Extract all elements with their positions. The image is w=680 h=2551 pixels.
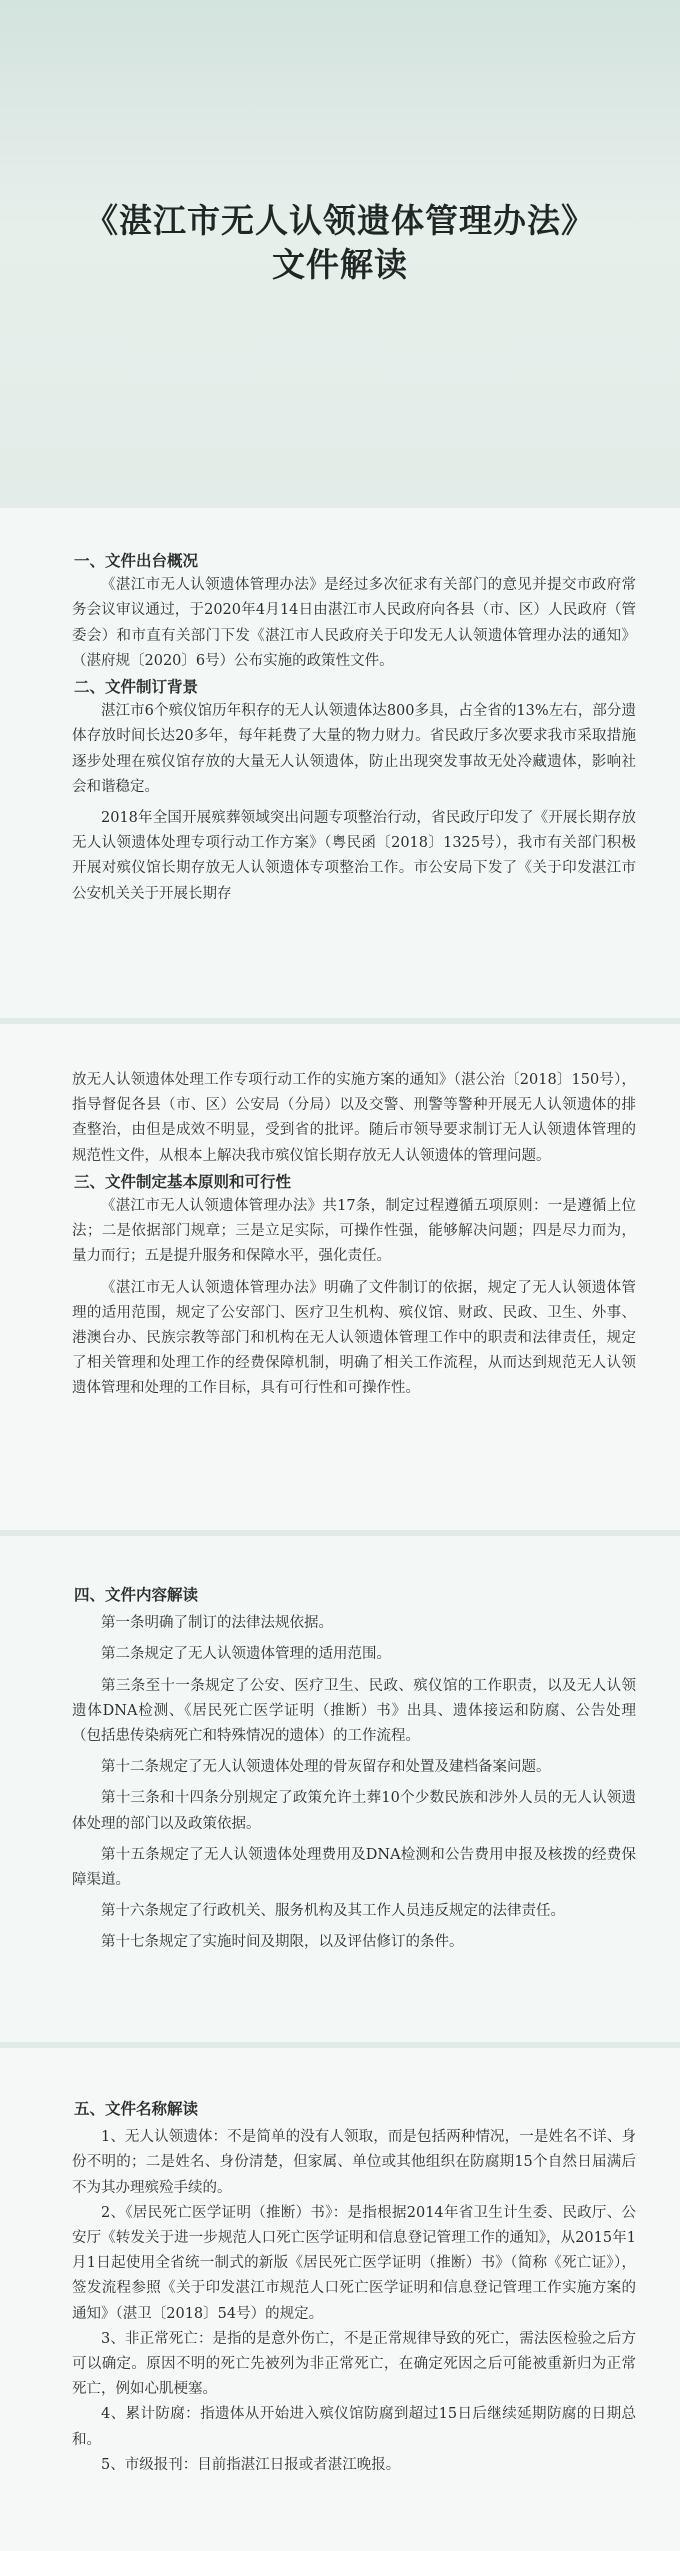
- divider: [0, 1530, 680, 1536]
- list-item: 第一条明确了制订的法律法规依据。: [101, 1615, 333, 1632]
- divider: [0, 1018, 680, 1024]
- list-item: 第三条至十一条规定了公安、医疗卫生、民政、殡仪馆的工作职责，以及无人认领遗体DNA检测、《居民死亡医学证明（推断）书》出具、遗体接运和防腐、公告处理（包括患传染病死亡和特殊情况的遗体）的工作流程。: [72, 1677, 636, 1745]
- paragraph: 《湛江市无人认领遗体管理办法》明确了文件制订的依据，规定了无人认领遗体管理的适用范围，规定了公安部门、医疗卫生机构、殡仪馆、财政、民政、卫生、外事、港澳台办、民族宗教等部门和机构在无人认领遗体管理工作中的职责和法律责任，规定了相关管理和处理工作的经费保障机制，明确了相关工作流程，从而达到规范无人认领遗体管理和处理的工作目标，具有可行性和可操作性。: [72, 1279, 636, 1397]
- list-item: 1、无人认领遗体：不是简单的没有人领取，而是包括两种情况，一是姓名不详、身份不明的；二是姓名、身份清楚，但家属、单位或其他组织在防腐期15个自然日届满后不为其办理殡殓手续的。: [72, 2129, 636, 2196]
- list-item: 4、累计防腐：指遗体从开始进入殡仪馆防腐到超过15日后继续延期防腐的日期总和。: [72, 2406, 636, 2448]
- heading-principles: 三、文件制定基本原则和可行性: [74, 1171, 292, 1191]
- list-item: 5、市级报刊：目前指湛江日报或者湛江晚报。: [101, 2456, 401, 2473]
- heading-overview: 一、文件出台概况: [74, 551, 199, 570]
- section-2-content: [72, 1068, 636, 1402]
- heading-content: 四、文件内容解读: [74, 1585, 199, 1604]
- list-item: 3、非正常死亡：是指的是意外伤亡，不是正常规律导致的死亡，需法医检验之后方可以确定。原因不明的死亡先被列为非正常死亡，在确定死因之后可能被重新归为正常死亡，例如心肌梗塞。: [72, 2330, 636, 2398]
- list-item: 第二条规定了无人认领遗体管理的适用范围。: [101, 1646, 391, 1663]
- paragraph: 《湛江市无人认领遗体管理办法》是经过多次征求有关部门的意见并提交市政府常务会议审议通过，于2020年4月14日由湛江市人民政府向各县（市、区）人民政府（管委会）和市直有关部门下发《湛江市人民政府关于印发无人认领遗体管理办法的通知》（湛府规〔2020〕6号）公布实施的政策性文件。: [72, 577, 636, 669]
- page-title: 《湛江市无人认领遗体管理办法》: [85, 201, 595, 240]
- paragraph: 湛江市6个殡仪馆历年积存的无人认领遗体达800多具，占全省的13%左右，部分遗体存放时间长达20多年，每年耗费了大量的物力财力。省民政厅多次要求我市采取措施逐步处理在殡仪馆存放的大量无人认领遗体，防止出现突发事故无处冷藏遗体，影响社会和谐稳定。: [72, 703, 636, 795]
- section-1-content: [72, 548, 636, 907]
- paragraph: 2018年全国开展殡葬领域突出问题专项整治行动，省民政厅印发了《开展长期存放无人认领遗体处理专项行动工作方案》（粤民函〔2018〕1325号），我市有关部门积极开展对殡仪馆长期存放无人认领遗体专项整治工作。市公安局下发了《关于印发湛江市公安机关关于开展长期存: [72, 810, 636, 902]
- section-4-content: [72, 2096, 636, 2478]
- list-item: 第十五条规定了无人认领遗体处理费用及DNA检测和公告费用申报及核拨的经费保障渠道。: [72, 1846, 636, 1889]
- list-item: 第十二条规定了无人认领遗体处理的骨灰留存和处置及建档备案问题。: [101, 1759, 551, 1776]
- list-item: 第十三条和十四条分别规定了政策允许土葬10个少数民族和涉外人员的无人认领遗体处理的部门以及政策依据。: [72, 1790, 636, 1832]
- divider: [0, 2042, 680, 2048]
- heading-background: 二、文件制订背景: [74, 677, 199, 697]
- list-item: 2、《居民死亡医学证明（推断）书》：是指根据2014年省卫生计生委、民政厅、公安厅《转发关于进一步规范人口死亡医学证明和信息登记管理工作的通知》，从2015年1月1日起使用全省统一制式的新版《居民死亡医学证明（推断）书》（简称《死亡证》），签发流程参照《关于印发湛江市规范人口死亡医学证明和信息登记管理工作实施方案的通知》（湛卫〔2018〕54号）的规定。: [72, 2204, 636, 2322]
- list-item: 第十六条规定了行政机关、服务机构及其工作人员违反规定的法律责任。: [101, 1903, 565, 1920]
- page-subtitle: 文件解读: [272, 245, 408, 284]
- paragraph: 放无人认领遗体处理工作专项行动工作的实施方案的通知》（湛公治〔2018〕150号），指导督促各县（市、区）公安局（分局）以及交警、刑警等警种开展无人认领遗体的排查整治，由但是成效不明显，受到省的批评。随后市领导要求制订无人认领遗体管理的规范性文件，从根本上解决我市殡仪馆长期存放无人认领遗体的管理问题。: [72, 1072, 636, 1164]
- paragraph: 《湛江市无人认领遗体管理办法》共17条，制定过程遵循五项原则：一是遵循上位法；二是依据部门规章；三是立足实际，可操作性强，能够解决问题；四是尽力而为，量力而行；五是提升服务和保障水平，强化责任。: [72, 1198, 636, 1265]
- list-item: 第十七条规定了实施时间及期限，以及评估修订的条件。: [101, 1934, 464, 1951]
- section-3-content: [72, 1582, 636, 1956]
- heading-terms: 五、文件名称解读: [74, 2099, 199, 2118]
